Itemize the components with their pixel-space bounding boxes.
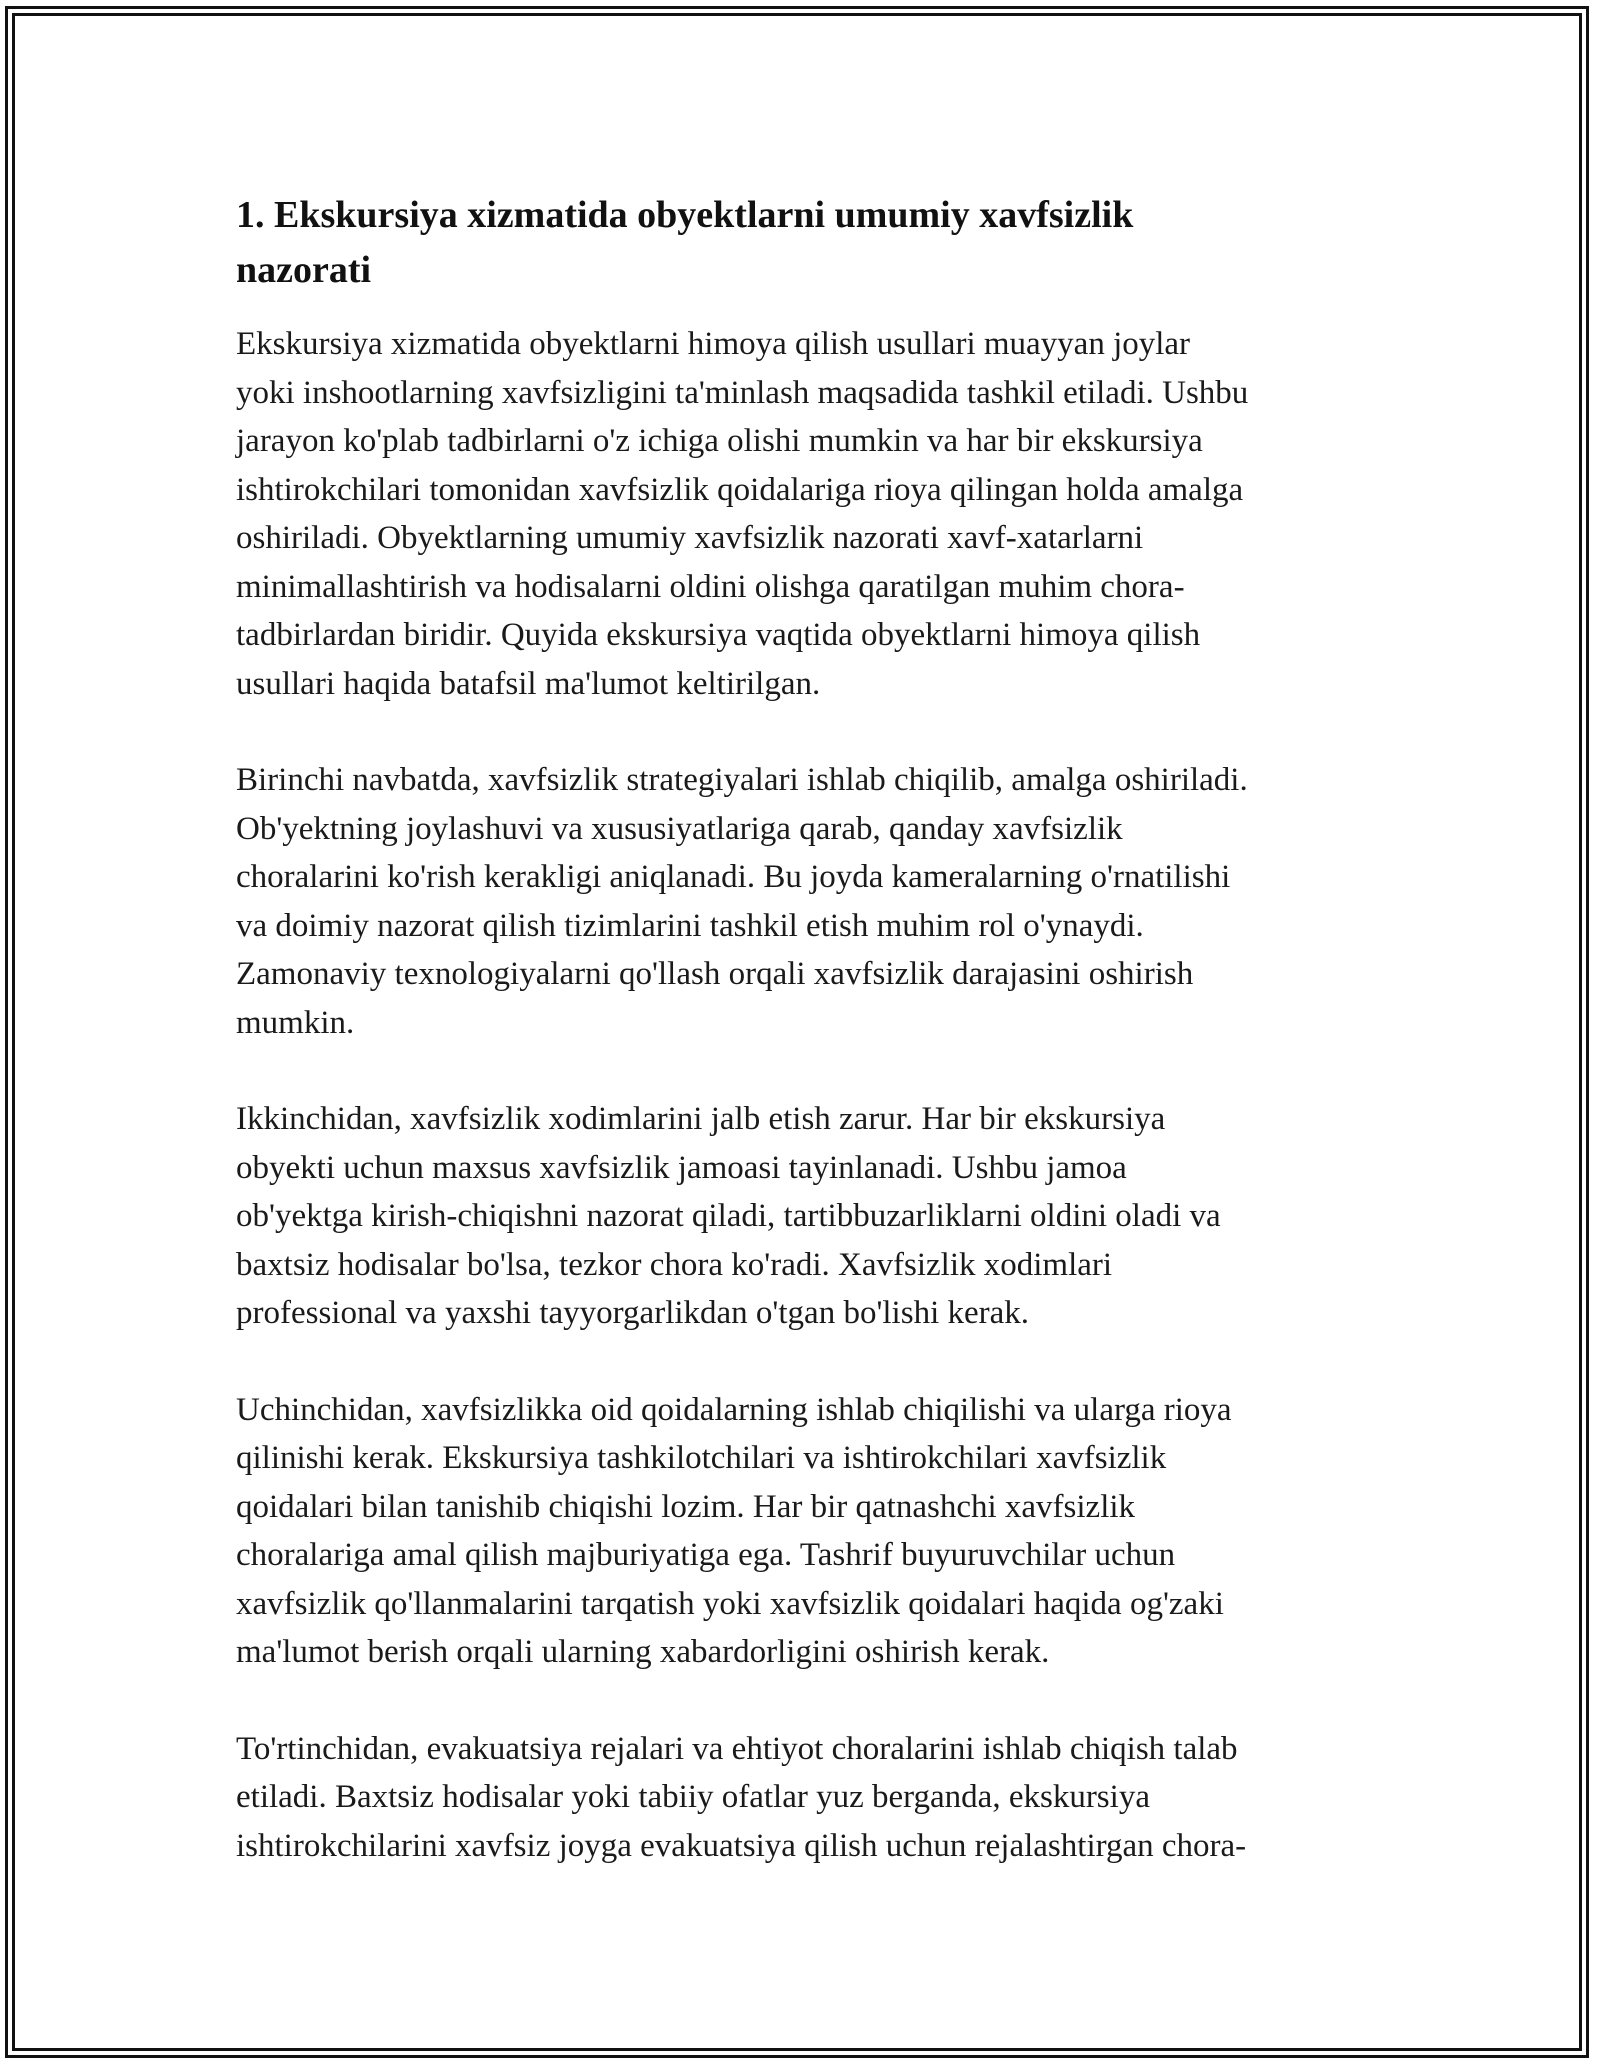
text-line: Ob'yektning joylashuvi va xususiyatlariga qarab, qanday xavfsizlik (236, 810, 1123, 847)
paragraph-second (236, 1095, 1366, 1338)
text-line: Zamonaviy texnologiyalarni qo'llash orqali xavfsizlik darajasini oshirish (236, 956, 1194, 992)
text-line: mumkin. (236, 1004, 355, 1041)
text-line: qilinishi kerak. Ekskursiya tashkilotchilari va ishtirokchilari xavfsizlik (236, 1440, 1167, 1476)
text-line: baxtsiz hodisalar bo'lsa, tezkor chora ko'radi. Xavfsizlik xodimlari (236, 1246, 1113, 1283)
text-line: jarayon ko'plab tadbirlarni o'z ichiga olishi mumkin va har bir ekskursiya (236, 423, 1203, 459)
heading-line: 1. Ekskursiya xizmatida obyektlarni umumiy xavfsizlik (236, 194, 1134, 236)
text-line: obyekti uchun maxsus xavfsizlik jamoasi tayinlanadi. Ushbu jamoa (236, 1149, 1127, 1186)
text-line: ishtirokchilari tomonidan xavfsizlik qoidalariga rioya qilingan holda amalga (236, 471, 1244, 508)
paragraph-fourth (236, 1725, 1366, 1871)
text-line: qoidalari bilan tanishib chiqishi lozim. Har bir qatnashchi xavfsizlik (236, 1488, 1136, 1525)
text-line: Uchinchidan, xavfsizlikka oid qoidalarning ishlab chiqilishi va ularga rioya (236, 1391, 1232, 1428)
text-line: usullari haqida batafsil ma'lumot keltirilgan. (236, 665, 821, 702)
text-line: yoki inshootlarning xavfsizligini ta'minlash maqsadida tashkil etiladi. Ushbu (236, 374, 1249, 411)
text-line: choralarini ko'rish kerakligi aniqlanadi. Bu joyda kameralarning o'rnatilishi (236, 859, 1231, 895)
document-body (236, 188, 1366, 1918)
paragraph-third (236, 1386, 1366, 1677)
text-line: va doimiy nazorat qilish tizimlarini tashkil etish muhim rol o'ynaydi. (236, 907, 1144, 944)
text-line: professional va yaxshi tayyorgarlikdan o'tgan bo'lishi kerak. (236, 1295, 1030, 1331)
text-line: Ikkinchidan, xavfsizlik xodimlarini jalb etish zarur. Har bir ekskursiya (236, 1101, 1166, 1137)
text-line: minimallashtirish va hodisalarni oldini olishga qaratilgan muhim chora- (236, 568, 1185, 605)
section-heading (236, 188, 1366, 298)
text-line: etiladi. Baxtsiz hodisalar yoki tabiiy ofatlar yuz berganda, ekskursiya (236, 1779, 1150, 1815)
text-line: xavfsizlik qo'llanmalarini tarqatish yoki xavfsizlik qoidalari haqida og'zaki (236, 1585, 1224, 1622)
text-line: Ekskursiya xizmatida obyektlarni himoya qilish usullari muayyan joylar (236, 326, 1191, 362)
text-line: ishtirokchilarini xavfsiz joyga evakuatsiya qilish uchun rejalashtirgan chora- (236, 1827, 1247, 1864)
text-line: choralariga amal qilish majburiyatiga ega. Tashrif buyuruvchilar uchun (236, 1537, 1176, 1573)
paragraph-intro (236, 320, 1366, 708)
text-line: oshiriladi. Obyektlarning umumiy xavfsizlik nazorati xavf-xatarlarni (236, 520, 1144, 556)
text-line: To'rtinchidan, evakuatsiya rejalari va ehtiyot choralarini ishlab chiqish talab (236, 1730, 1238, 1767)
text-line: Birinchi navbatda, xavfsizlik strategiyalari ishlab chiqilib, amalga oshiriladi. (236, 762, 1248, 798)
text-line: tadbirlardan biridir. Quyida ekskursiya vaqtida obyektlarni himoya qilish (236, 617, 1201, 653)
text-line: ob'yektga kirish-chiqishni nazorat qiladi, tartibbuzarliklarni oldini oladi va (236, 1198, 1221, 1234)
text-line: ma'lumot berish orqali ularning xabardorligini oshirish kerak. (236, 1634, 1050, 1670)
paragraph-first (236, 756, 1366, 1047)
heading-line: nazorati (236, 249, 372, 291)
